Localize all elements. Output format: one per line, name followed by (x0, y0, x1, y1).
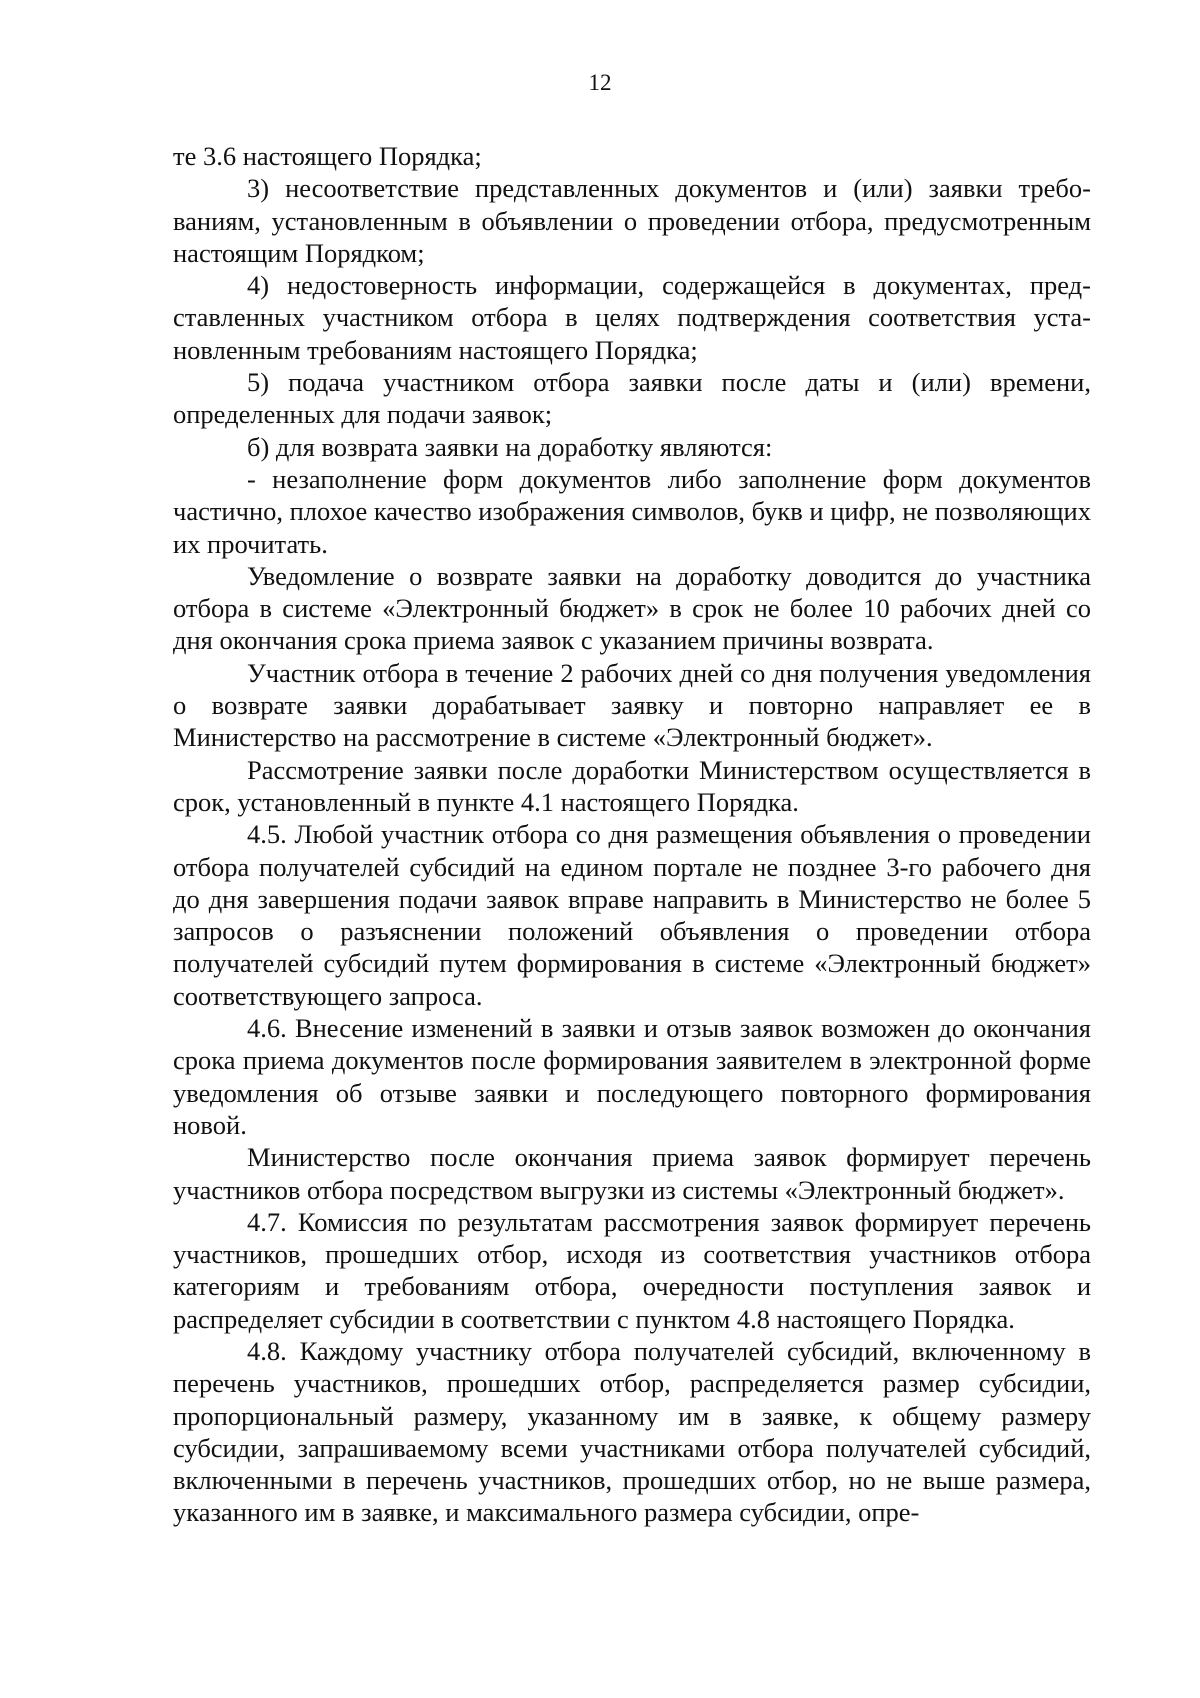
paragraph-notice-return: Уведомление о возврате заявки на доработку доводится до участника отбора в системе «Электронный бюджет» в срок не более 10 рабочих дней со дня окончания срока приема заявок с указанием причины возврата. (173, 560, 1091, 656)
page-number: 12 (588, 70, 612, 95)
paragraph-participant-revision: Участник отбора в течение 2 рабочих дней со дня получения уведомления о возврате заявки дорабатывает заявку и повторно направляет ее в Министерство на рассмотрение в системе «Электронный бюджет». (173, 657, 1091, 753)
paragraph-ministry-list: Министерство после окончания приема заявок формирует перечень участников отбора посредством выгрузки из системы «Электронный бюджет». (173, 1142, 1091, 1205)
paragraph-section-4-7: 4.7. Комиссия по результатам рассмотрения заявок формирует перечень участников, прошедших отбор, исходя из соответствия участников отбора категориям и требованиям отбора, очередности поступления заявок и распределяет субсидии в соответствии с пунктом 4.8 настоящего Порядка. (173, 1206, 1091, 1334)
paragraph-section-4-5: 4.5. Любой участник отбора со дня размещения объявления о проведении отбора получателей субсидий на едином портале не позднее 3-го рабочего дня до дня завершения подачи заявок вправе направить в Министерство не более 5 запросов о разъяснении положений объявления о проведении отбора получателей субсидий путем формирования в системе «Электронный бюджет» соответствующего запроса. (173, 819, 1091, 1011)
paragraph-item-3: 3) несоответствие представленных документов и (или) заявки требованиям, установленным в объявлении о проведении отбора, предусмотренным настоящим Порядком; (173, 173, 1091, 268)
paragraph-item-5: 5) подача участником отбора заявки после даты и (или) времени, определенных для подачи заявок; (173, 367, 1091, 430)
paragraph-continuation: те 3.6 настоящего Порядка; (173, 141, 482, 171)
paragraph-section-4-8: 4.8. Каждому участнику отбора получателей субсидий, включенному в перечень участников, прошедших отбор, распределяется размер субсидии, пропорциональный размеру, указанному им в заявке, к общему размеру субсидии, запрашиваемому всеми участниками отбора получателей субсидий, включенными в перечень участников, прошедших отбор, но не выше размера, указанного им в заявке, и максимального размера субсидии, опре- (173, 1335, 1091, 1528)
paragraph-item-4: 4) недостоверность информации, содержащейся в документах, представленных участником отбора в целях подтверждения соответствия установленным требованиям настоящего Порядка; (173, 270, 1091, 365)
document-body (173, 140, 1091, 1529)
paragraph-subpoint-b: б) для возврата заявки на доработку являются: (247, 431, 773, 462)
paragraph-section-4-6: 4.6. Внесение изменений в заявки и отзыв заявок возможен до окончания срока приема документов после формирования заявителем в электронной форме уведомления об отзыве заявки и последующего повторного формирования новой. (173, 1013, 1091, 1140)
paragraph-dash-item: - незаполнение форм документов либо заполнение форм документов частично, плохое качество изображения символов, букв и цифр, не позволяющих их прочитать. (173, 463, 1091, 559)
paragraph-review-after-revision: Рассмотрение заявки после доработки Министерством осуществляется в срок, установленный в пункте 4.1 настоящего Порядка. (173, 754, 1091, 817)
